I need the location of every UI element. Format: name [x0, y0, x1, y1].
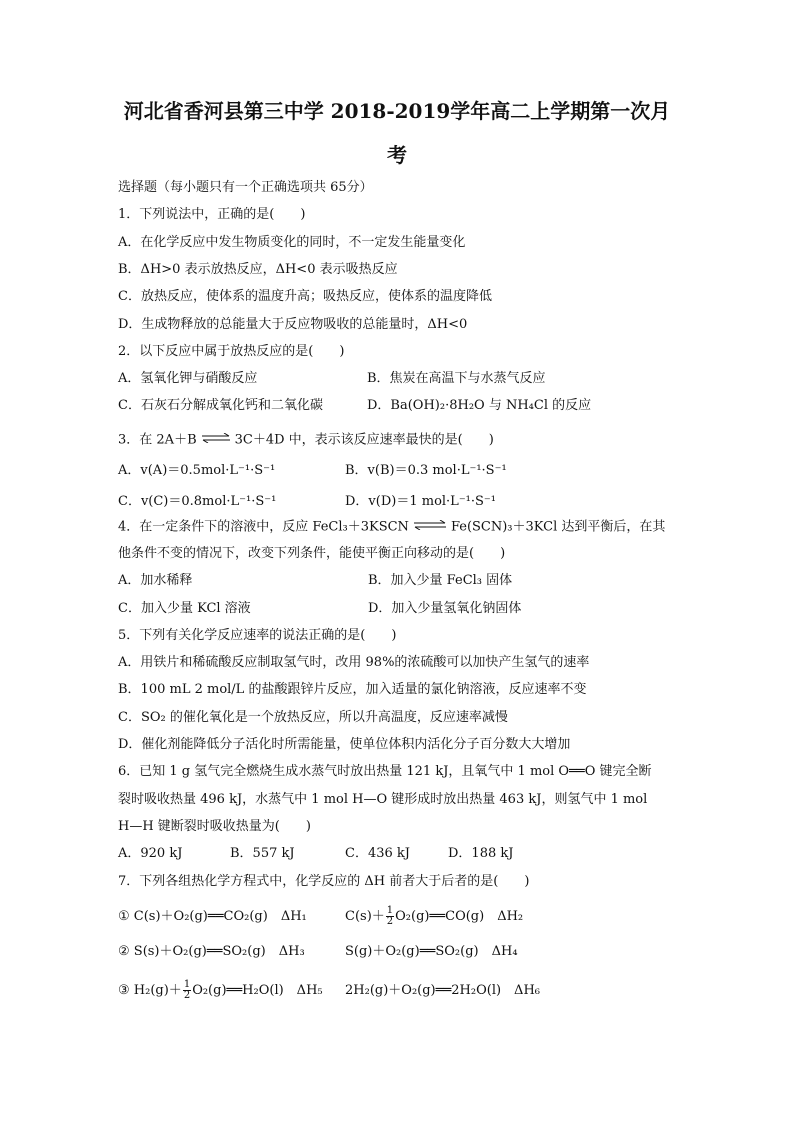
q6-stem-line-3: H—H 键断裂时吸收热量为( )	[118, 819, 311, 834]
q3-option-c: C．v(C)＝0.8mol·L⁻¹·S⁻¹	[118, 494, 277, 509]
q2-stem: 2．以下反应中属于放热反应的是( )	[118, 344, 345, 359]
q6-option-b: B．557 kJ	[230, 846, 295, 861]
q4-stem-line-2: 他条件不变的情况下，改变下列条件，能使平衡正向移动的是( )	[118, 546, 506, 561]
q6-option-d: D．188 kJ	[448, 846, 514, 861]
half-fraction: $\frac{1}{2}$	[183, 979, 191, 1001]
q7-r1-right-post: O₂(g)══CO(g) ΔH₂	[395, 909, 524, 924]
title-line-1: 河北省香河县第三中学 2018-2019学年高二上学期第一次月	[123, 99, 671, 123]
q7-reaction-1-right	[345, 903, 523, 931]
q7-reaction-3-right: 2H₂(g)＋O₂(g)══2H₂O(l) ΔH₆	[345, 983, 540, 998]
q1-option-c: C．放热反应，使体系的温度升高；吸热反应，使体系的温度降低	[118, 289, 492, 304]
equilibrium-arrow-icon	[201, 432, 231, 448]
q6-stem-line-1: 6．已知 1 g 氢气完全燃烧生成水蒸气时放出热量 121 kJ，且氧气中 1 mol O══O 键完全断	[118, 764, 652, 779]
q2-option-a: A．氢氧化钾与硝酸反应	[118, 371, 258, 386]
q5-stem: 5．下列有关化学反应速率的说法正确的是( )	[118, 628, 397, 643]
q1-option-b: B．ΔH>0 表示放热反应，ΔH<0 表示吸热反应	[118, 262, 398, 277]
q4-stem	[118, 519, 665, 536]
title-line-2: 考	[387, 143, 407, 167]
q7-r1-right-pre: C(s)＋	[345, 909, 385, 924]
q2-option-c: C．石灰石分解成氧化钙和二氧化碳	[118, 398, 323, 413]
q2-option-b: B．焦炭在高温下与水蒸气反应	[367, 371, 546, 386]
q6-option-c: C．436 kJ	[345, 846, 410, 861]
q1-stem: 1．下列说法中，正确的是( )	[118, 207, 306, 222]
section-heading: 选择题（每小题只有一个正确选项共 65分）	[118, 180, 373, 195]
q5-option-a: A．用铁片和稀硫酸反应制取氢气时，改用 98%的浓硫酸可以加快产生氢气的速率	[118, 655, 590, 670]
q7-reaction-2-right: S(g)＋O₂(g)══SO₂(g) ΔH₄	[345, 944, 518, 959]
q5-option-d: D．催化剂能降低分子活化时所需能量，使单位体积内活化分子百分数大大增加	[118, 737, 571, 752]
q3-stem-post: 3C＋4D 中，表示该反应速率最快的是( )	[234, 432, 494, 448]
q5-option-b: B．100 mL 2 mol/L 的盐酸跟锌片反应，加入适量的氯化钠溶液，反应速率不变	[118, 682, 587, 697]
q3-option-d: D．v(D)＝1 mol·L⁻¹·S⁻¹	[345, 494, 496, 509]
q3-stem	[118, 432, 494, 449]
q3-stem-pre: 3．在 2A＋B	[118, 432, 197, 448]
q6-stem-line-2: 裂时吸收热量 496 kJ，水蒸气中 1 mol H—O 键形成时放出热量 463 kJ，则氢气中 1 mol	[118, 792, 648, 807]
q7-reaction-3-left	[118, 977, 323, 1005]
q7-reaction-1-left: ① C(s)＋O₂(g)══CO₂(g) ΔH₁	[118, 909, 307, 924]
q7-r3-left-pre: ③ H₂(g)＋	[118, 983, 182, 998]
q7-stem: 7．下列各组热化学方程式中，化学反应的 ΔH 前者大于后者的是( )	[118, 874, 530, 889]
q5-option-c: C．SO₂ 的催化氧化是一个放热反应，所以升高温度，反应速率减慢	[118, 710, 508, 725]
q2-option-d: D．Ba(OH)₂·8H₂O 与 NH₄Cl 的反应	[367, 398, 592, 413]
q7-reaction-2-left: ② S(s)＋O₂(g)══SO₂(g) ΔH₃	[118, 944, 305, 959]
q1-option-a: A．在化学反应中发生物质变化的同时，不一定发生能量变化	[118, 235, 466, 250]
equilibrium-arrow-icon	[413, 519, 447, 535]
q4-stem-pre: 4．在一定条件下的溶液中，反应 FeCl₃＋3KSCN	[118, 519, 409, 535]
q4-option-b: B．加入少量 FeCl₃ 固体	[368, 573, 513, 588]
q4-option-d: D．加入少量氢氧化钠固体	[368, 601, 522, 616]
q4-option-a: A．加水稀释	[118, 573, 193, 588]
q4-option-c: C．加入少量 KCl 溶液	[118, 601, 251, 616]
q6-option-a: A．920 kJ	[118, 846, 183, 861]
q3-option-b: B．v(B)＝0.3 mol·L⁻¹·S⁻¹	[345, 463, 507, 478]
q4-stem-post: Fe(SCN)₃＋3KCl 达到平衡后，在其	[450, 519, 666, 535]
q3-option-a: A．v(A)＝0.5mol·L⁻¹·S⁻¹	[118, 463, 276, 478]
q7-r3-left-post: O₂(g)══H₂O(l) ΔH₅	[192, 983, 323, 998]
half-fraction: $\frac{1}{2}$	[386, 905, 394, 927]
q1-option-d: D．生成物释放的总能量大于反应物吸收的总能量时，ΔH<0	[118, 317, 468, 332]
